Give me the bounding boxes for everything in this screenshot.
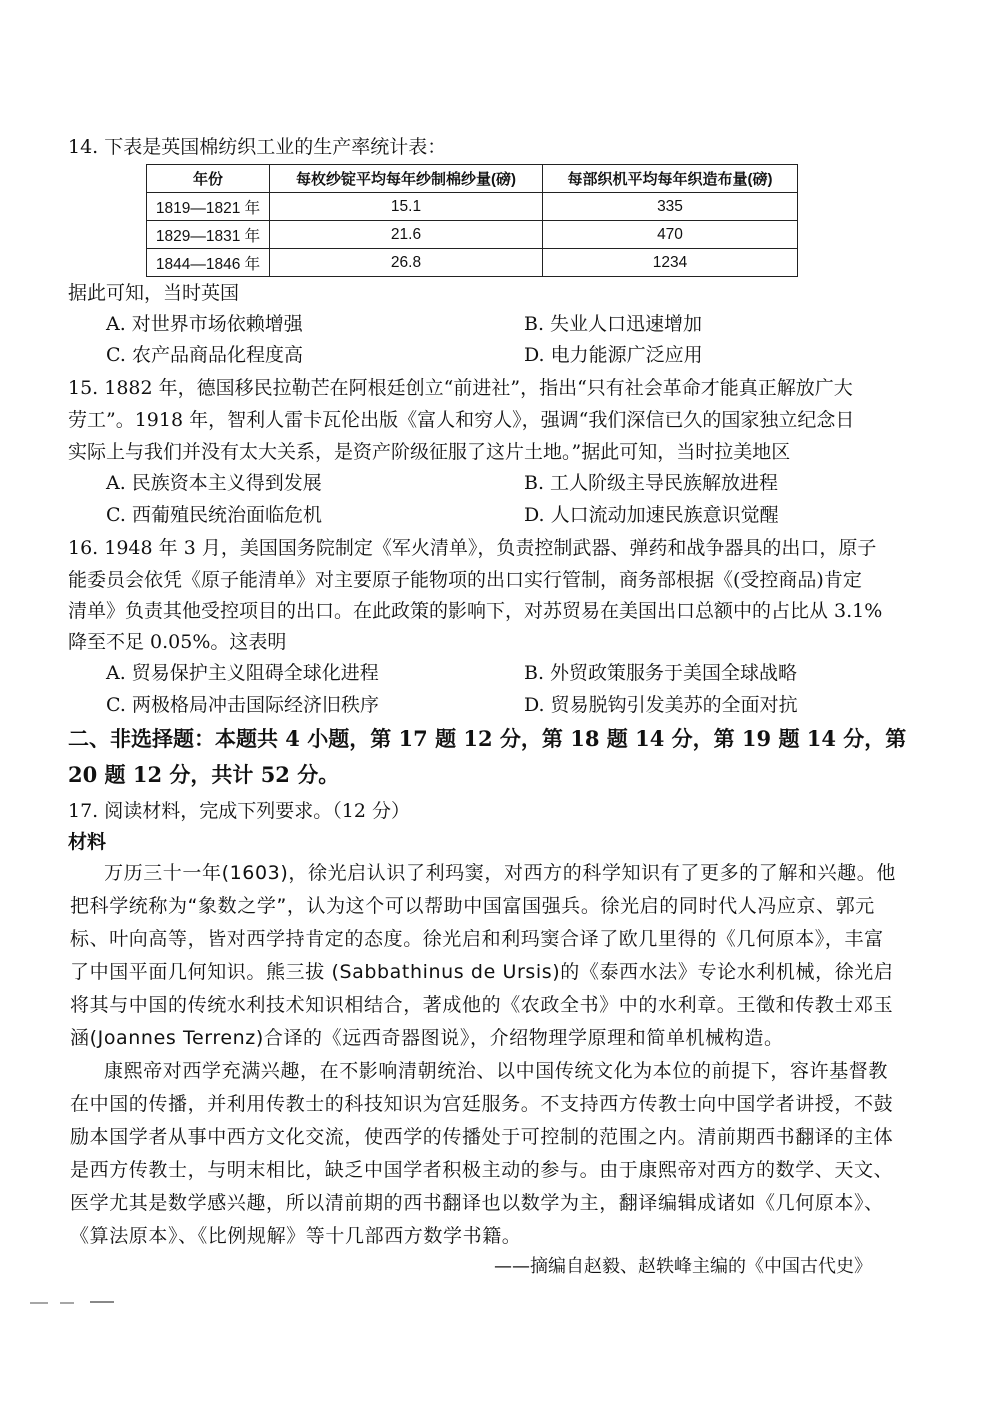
material-line: 康熙帝对西学充满兴趣，在不影响清朝统治、以中国传统文化为本位的前提下，容许基督教 — [104, 1060, 889, 1082]
scan-marks — [30, 1296, 120, 1312]
table-cell: 1819—1821 年 — [147, 193, 270, 221]
q17-stem: 17. 阅读材料，完成下列要求。（12 分） — [68, 800, 410, 822]
q14-lead: 据此可知，当时英国 — [68, 282, 240, 304]
table-header-year: 年份 — [147, 165, 270, 193]
table-cell: 470 — [543, 221, 798, 249]
q14-option-b[interactable]: B. 失业人口迅速增加 — [524, 313, 703, 335]
q15-stem-line: 实际上与我们并没有太大关系，是资产阶级征服了这片土地。”据此可知，当时拉美地区 — [68, 441, 791, 463]
q15-stem-line: 劳工”。1918 年，智利人雷卡瓦伦出版《富人和穷人》，强调“我们深信已久的国家独立纪念日 — [68, 409, 855, 431]
material-line: 在中国的传播，并利用传教士的科技知识为宫廷服务。不支持西方传教士向中国学者讲授，不鼓 — [70, 1093, 894, 1115]
material-line: 医学尤其是数学感兴趣，所以清前期的西书翻译也以数学为主，翻译编辑成诸如《几何原本》、 — [70, 1192, 884, 1214]
material-line: 涵(Joannes Terrenz)合译的《远西奇器图说》，介绍物理学原理和简单机械构造。 — [70, 1027, 784, 1049]
q14-option-c[interactable]: C. 农产品商品化程度高 — [106, 344, 303, 366]
q16-stem-line: 降至不足 0.05%。这表明 — [68, 631, 287, 653]
material-line: 标、叶向高等，皆对西学持肯定的态度。徐光启和利玛窦合译了欧几里得的《几何原本》，丰富 — [70, 928, 884, 950]
q15-option-b[interactable]: B. 工人阶级主导民族解放进程 — [524, 472, 779, 494]
material-line: 励本国学者从事中西方文化交流，使西学的传播处于可控制的范围之内。清前期西书翻译的主体 — [70, 1126, 894, 1148]
table-cell: 15.1 — [270, 193, 543, 221]
table-cell: 335 — [543, 193, 798, 221]
q14-stem: 14. 下表是英国棉纺织工业的生产率统计表： — [68, 136, 447, 158]
table-cell: 1234 — [543, 249, 798, 277]
q16-option-d[interactable]: D. 贸易脱钩引发美苏的全面对抗 — [524, 694, 798, 716]
table-row — [147, 249, 798, 277]
scan-marks-graphic — [30, 1298, 120, 1308]
q16-option-c[interactable]: C. 两极格局冲击国际经济旧秩序 — [106, 694, 379, 716]
table-cell: 1829—1831 年 — [147, 221, 270, 249]
material-line: 了中国平面几何知识。熊三拔 (Sabbathinus de Ursis)的《泰西水法》专论水利机械，徐光启 — [70, 961, 894, 983]
table-header-spindle: 每枚纱锭平均每年纱制棉纱量(磅) — [270, 165, 543, 193]
q15-option-a[interactable]: A. 民族资本主义得到发展 — [106, 472, 322, 494]
material-line: 将其与中国的传统水利技术知识相结合，著成他的《农政全书》中的水利章。王徵和传教士邓玉 — [70, 994, 894, 1016]
section-heading: 二、非选择题：本题共 4 小题，第 17 题 12 分，第 18 题 14 分，第 19 题 14 分，第 — [68, 726, 907, 751]
q14-option-d[interactable]: D. 电力能源广泛应用 — [524, 344, 703, 366]
section-heading-cont: 20 题 12 分，共计 52 分。 — [68, 762, 340, 787]
table-row — [147, 193, 798, 221]
table-row — [147, 221, 798, 249]
q16-option-b[interactable]: B. 外贸政策服务于美国全球战略 — [524, 662, 798, 684]
table-header-loom: 每部织机平均每年织造布量(磅) — [543, 165, 798, 193]
material-line: 是西方传教士，与明末相比，缺乏中国学者积极主动的参与。由于康熙帝对西方的数学、天文、 — [70, 1159, 894, 1181]
material-source: ——摘编自赵毅、赵轶峰主编的《中国古代史》 — [494, 1256, 872, 1277]
material-line: 《算法原本》、《比例规解》等十几部西方数学书籍。 — [70, 1225, 522, 1247]
material-line: 把科学统称为“象数之学”，认为这个可以帮助中国富国强兵。徐光启的同时代人冯应京、郭元 — [70, 895, 875, 917]
material-label: 材料 — [68, 831, 107, 853]
q16-stem-line: 能委员会依凭《原子能清单》对主要原子能物项的出口实行管制，商务部根据《(受控商品)肯定 — [68, 569, 862, 591]
q16-option-a[interactable]: A. 贸易保护主义阻碍全球化进程 — [106, 662, 379, 684]
q16-stem-line: 16. 1948 年 3 月，美国国务院制定《军火清单》，负责控制武器、弹药和战争器具的出口，原子 — [68, 537, 877, 559]
q15-option-c[interactable]: C. 西葡殖民统治面临危机 — [106, 504, 322, 526]
q16-stem-line: 清单》负责其他受控项目的出口。在此政策的影响下，对苏贸易在美国出口总额中的占比从 3.1% — [68, 600, 883, 622]
q15-option-d[interactable]: D. 人口流动加速民族意识觉醒 — [524, 504, 779, 526]
productivity-table — [146, 164, 798, 277]
table-cell: 1844—1846 年 — [147, 249, 270, 277]
table-cell: 21.6 — [270, 221, 543, 249]
q14-option-a[interactable]: A. 对世界市场依赖增强 — [106, 313, 303, 335]
table-cell: 26.8 — [270, 249, 543, 277]
table-header-row — [147, 165, 798, 193]
q15-stem-line: 15. 1882 年，德国移民拉勒芒在阿根廷创立“前进社”，指出“只有社会革命才能真正解放广大 — [68, 377, 853, 399]
material-line: 万历三十一年(1603)，徐光启认识了利玛窦，对西方的科学知识有了更多的了解和兴趣。他 — [104, 862, 896, 884]
